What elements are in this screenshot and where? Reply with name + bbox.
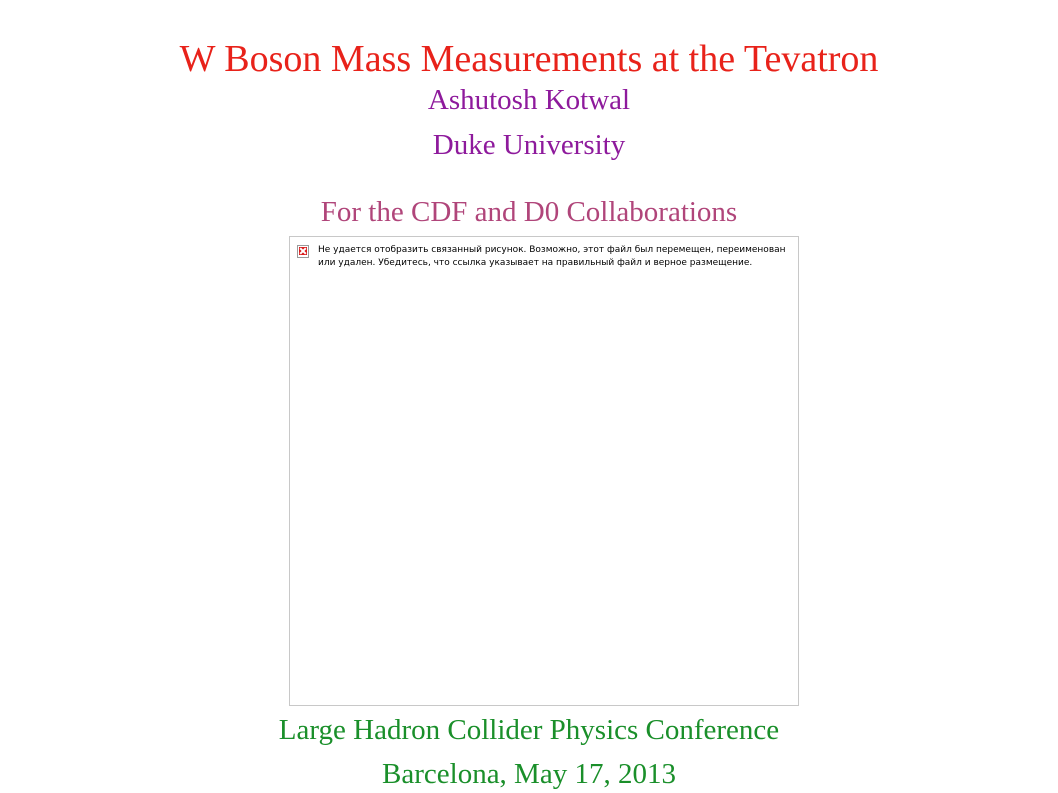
- author-affiliation: Duke University: [432, 129, 626, 161]
- conference-name: Large Hadron Collider Physics Conference: [278, 714, 780, 746]
- missing-image-message: Не удается отобразить связанный рисунок. Возможно, этот файл был перемещен, переименован или удален. Убедитесь, что ссылка указывает на правильный файл и верное размещение.: [318, 245, 786, 268]
- collaboration-line: For the CDF and D0 Collaborations: [320, 196, 738, 228]
- image-placeholder: [289, 236, 799, 706]
- author-name: Ashutosh Kotwal: [427, 84, 631, 116]
- conference-place-date: Barcelona, May 17, 2013: [382, 758, 676, 790]
- broken-image-icon: [297, 245, 309, 258]
- slide-title: W Boson Mass Measurements at the Tevatron: [179, 38, 879, 80]
